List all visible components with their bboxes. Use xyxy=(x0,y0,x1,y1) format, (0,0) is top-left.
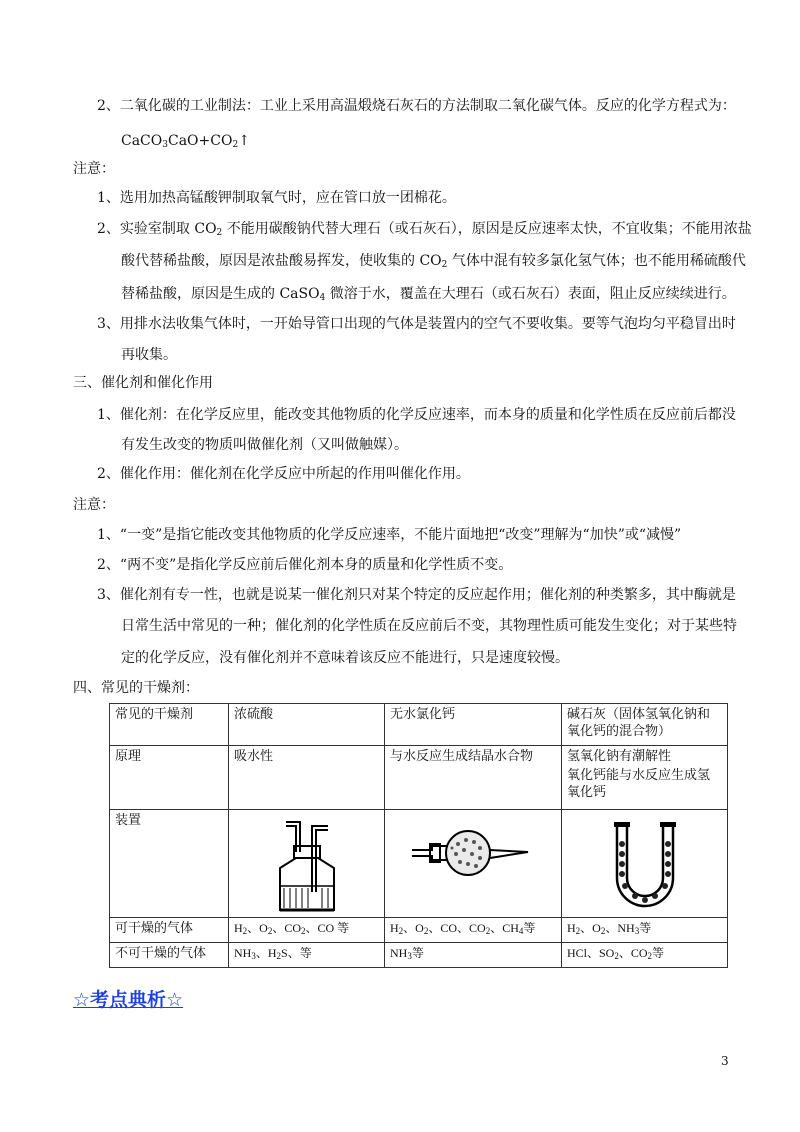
table-header-cell: 碱石灰（固体氢氧化钠和氧化钙的混合物） xyxy=(562,704,728,746)
catalyst-note-3-cont: 日常生活中常见的一种；催化剂的化学性质在反应前后不变，其物理性质可能发生变化；对于某些特 xyxy=(121,618,737,634)
catalyst-definition-cont: 有发生改变的物质叫做催化剂（又叫做触媒）。 xyxy=(121,437,408,453)
table-row xyxy=(110,704,728,746)
table-row-label: 不可干燥的气体 xyxy=(110,943,229,968)
chemical-equation: $CaCO_3CaO+CO_2↑$ xyxy=(121,133,250,150)
principle-line: 氢氧化钠有潮解性 xyxy=(567,749,672,764)
catalyst-note-2: 2、“两不变”是指化学反应前后催化剂本身的质量和化学性质不变。 xyxy=(97,557,513,573)
exam-analysis-link[interactable]: ☆考点典析☆ xyxy=(73,989,184,1011)
table-row-label: 可干燥的气体 xyxy=(110,918,229,943)
table-cell xyxy=(562,810,728,918)
table-cell xyxy=(385,810,562,918)
table-row xyxy=(110,746,728,810)
table-row xyxy=(110,810,728,918)
table-row-label: 原理 xyxy=(110,746,229,810)
catalyst-note-3-cont2: 定的化学反应，没有催化剂并不意味着该反应不能进行，只是速度较慢。 xyxy=(121,650,569,666)
u-tube-icon xyxy=(605,816,685,910)
table-cell xyxy=(229,810,385,918)
table-cell: $H_2$、$O_2$、CO、$CO_2$、$CH_4$等 xyxy=(385,918,562,943)
note-item-3-cont: 再收集。 xyxy=(121,347,177,363)
table-row xyxy=(110,943,728,968)
table-cell: 与水反应生成结晶水合物 xyxy=(385,746,562,810)
table-cell: $H_2$、$O_2$、$CO_2$、CO 等 xyxy=(229,918,385,943)
drying-tube-icon xyxy=(408,816,538,896)
catalyst-note-1: 1、“一变”是指它能改变其他物质的化学反应速率，不能片面地把“改变”理解为“加快”或“减慢” xyxy=(97,527,682,543)
table-header-cell: 无水氯化钙 xyxy=(385,704,562,746)
note-item-2: 2、实验室制取 $CO_2$ 不能用碳酸钠代替大理石（或石灰石），原因是反应速率太快，不宜收集；不能用浓盐 xyxy=(97,221,752,238)
gas-washing-bottle-icon xyxy=(272,816,342,914)
table-cell: HCl、$SO_2$、$CO_2$等 xyxy=(562,943,728,968)
catalysis-definition: 2、催化作用：催化剂在化学反应中所起的作用叫催化作用。 xyxy=(97,466,470,482)
table-row xyxy=(110,918,728,943)
note-heading: 注意： xyxy=(73,161,115,177)
table-cell: 吸水性 xyxy=(229,746,385,810)
catalyst-definition: 1、催化剂：在化学反应里，能改变其他物质的化学反应速率，而本身的质量和化学性质在反应前后都没 xyxy=(97,407,736,423)
industrial-co2-line: 2、二氧化碳的工业制法：工业上采用高温煅烧石灰石的方法制取二氧化碳气体。反应的化学方程式为： xyxy=(97,98,736,114)
table-header-cell: 常见的干燥剂 xyxy=(110,704,229,746)
note-item-2-cont2: 替稀盐酸，原因是生成的 CaSO$_4$ 微溶于水，覆盖在大理石（或石灰石）表面，阻止反应续续进行。 xyxy=(121,286,736,303)
note-item-1: 1、选用加热高锰酸钾制取氧气时，应在管口放一团棉花。 xyxy=(97,190,456,206)
section-catalyst-heading: 三、催化剂和催化作用 xyxy=(73,375,213,391)
section-desiccant-heading: 四、常见的干燥剂： xyxy=(73,680,199,696)
table-header-cell: 浓硫酸 xyxy=(229,704,385,746)
note-heading-2: 注意： xyxy=(73,497,115,513)
desiccant-table xyxy=(109,703,728,968)
table-cell: $NH_3$、$H_2S$、等 xyxy=(229,943,385,968)
table-cell: $NH_3$等 xyxy=(385,943,562,968)
note-item-3: 3、用排水法收集气体时，一开始导管口出现的气体是装置内的空气不要收集。要等气泡均匀平稳冒出时 xyxy=(97,316,736,332)
table-cell: $H_2$、$O_2$、$NH_3$等 xyxy=(562,918,728,943)
table-row-label: 装置 xyxy=(110,810,229,918)
page-number: 3 xyxy=(721,1054,729,1068)
note-item-2-cont: 酸代替稀盐酸，原因是浓盐酸易挥发，使收集的 $CO_2$ 气体中混有较多氯化氢气体；也不能用稀硫酸代 xyxy=(121,253,746,270)
catalyst-note-3: 3、催化剂有专一性，也就是说某一催化剂只对某个特定的反应起作用；催化剂的种类繁多，其中酶就是 xyxy=(97,587,736,603)
principle-line: 氧化钙能与水反应生成氢氧化钙 xyxy=(567,768,711,800)
table-cell xyxy=(562,746,728,810)
